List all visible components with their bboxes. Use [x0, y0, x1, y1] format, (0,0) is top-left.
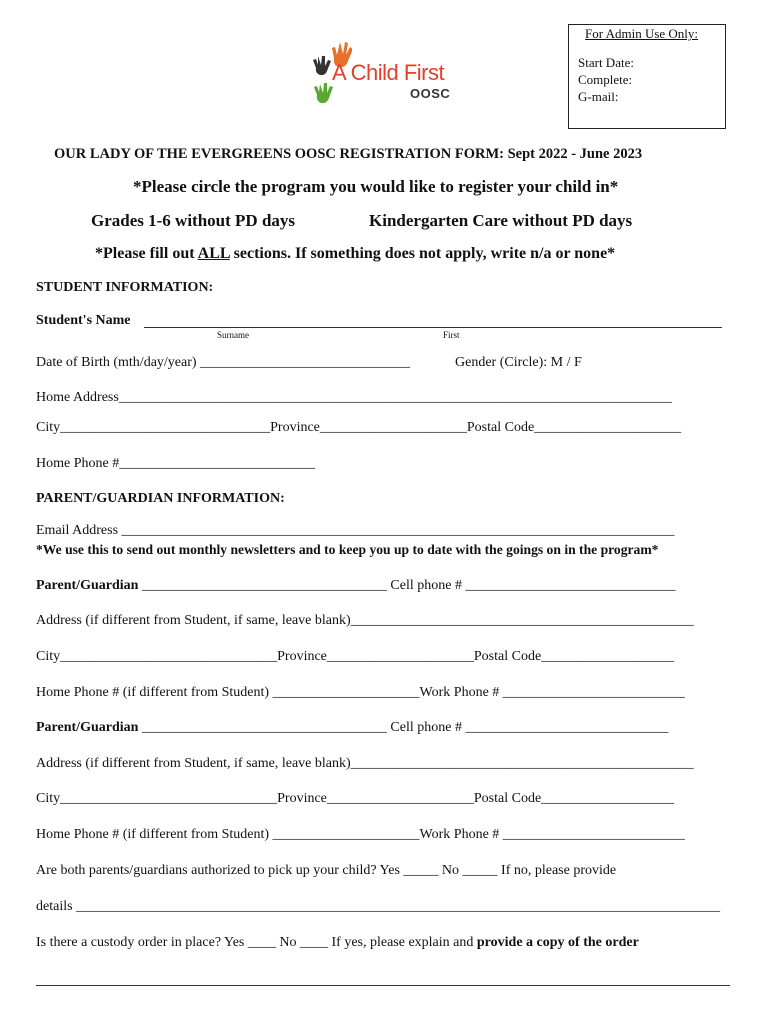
program-option-2[interactable]: Kindergarten Care without PD days — [369, 211, 633, 230]
student-name-field[interactable] — [144, 327, 722, 328]
logo — [312, 38, 464, 108]
custody-bold: provide a copy of the order — [476, 935, 639, 950]
parent2-label: Parent/Guardian — [36, 720, 139, 735]
logo-name: A Child First — [332, 60, 445, 85]
admin-gmail: G-mail: — [578, 89, 619, 104]
admin-complete: Complete: — [578, 72, 633, 87]
surname-caption: Surname — [217, 330, 249, 340]
student-name-label: Student's Name — [36, 313, 131, 328]
fill-note-all: ALL — [197, 245, 230, 262]
parent1-label: Parent/Guardian — [36, 578, 139, 593]
custody-text: Is there a custody order in place? Yes ____ No ____ If yes, please explain and — [36, 935, 477, 950]
admin-box — [568, 24, 726, 129]
gender-field[interactable]: Gender (Circle): M / F — [455, 355, 582, 370]
email-field[interactable]: Email Address _______________________________________________________________________________ — [36, 523, 675, 538]
student-home-phone[interactable]: Home Phone #____________________________ — [36, 456, 316, 471]
parent2-address[interactable]: Address (if different from Student, if same, leave blank)_________________________________________________ — [36, 756, 694, 771]
pickup-question[interactable]: Are both parents/guardians authorized to pick up your child? Yes _____ No _____ If no, please provide — [36, 863, 617, 878]
logo-sub: OOSC — [410, 86, 451, 101]
fill-note — [95, 245, 615, 263]
student-city-line[interactable]: City______________________________Province_____________________Postal Code_____________________ — [36, 420, 682, 435]
parent1-city-line[interactable]: City_______________________________Province_____________________Postal Code___________________ — [36, 649, 675, 664]
student-heading: STUDENT INFORMATION: — [36, 280, 214, 295]
pickup-details[interactable]: details ____________________________________________________________________________________________ — [36, 899, 721, 914]
home-address-field[interactable]: Home Address_______________________________________________________________________________ — [36, 390, 672, 405]
first-caption: First — [443, 330, 460, 340]
email-note: *We use this to send out monthly newsletters and to keep you up to date with the goings on in the program* — [36, 542, 659, 557]
fill-note-post: sections. If something does not apply, write n/a or none* — [229, 245, 616, 262]
parent1-line[interactable] — [36, 578, 675, 594]
parent2-city-line[interactable]: City_______________________________Province_____________________Postal Code___________________ — [36, 791, 675, 806]
admin-start-date: Start Date: — [578, 55, 634, 70]
parent2-fields[interactable]: ___________________________________ Cell phone # _____________________________ — [138, 720, 669, 735]
form-title: OUR LADY OF THE EVERGREENS OOSC REGISTRATION FORM: Sept 2022 - June 2023 — [54, 146, 643, 162]
custody-explain-field[interactable] — [36, 985, 730, 986]
parent2-phone-line[interactable]: Home Phone # (if different from Student) _____________________Work Phone # __________________________ — [36, 827, 685, 842]
parent1-phone-line[interactable]: Home Phone # (if different from Student) _____________________Work Phone # __________________________ — [36, 685, 685, 700]
fill-note-pre: *Please fill out — [95, 245, 198, 262]
admin-title: For Admin Use Only: — [585, 26, 699, 41]
parent1-fields[interactable]: ___________________________________ Cell phone # ______________________________ — [138, 578, 676, 593]
parent-heading: PARENT/GUARDIAN INFORMATION: — [36, 491, 285, 506]
circle-note: *Please circle the program you would like to register your child in* — [133, 177, 619, 196]
parent2-line[interactable] — [36, 720, 668, 736]
custody-question[interactable] — [36, 935, 639, 951]
parent1-address[interactable]: Address (if different from Student, if same, leave blank)_________________________________________________ — [36, 613, 694, 628]
dob-field[interactable]: Date of Birth (mth/day/year) ______________________________ — [36, 355, 411, 370]
program-option-1[interactable]: Grades 1-6 without PD days — [91, 211, 296, 230]
